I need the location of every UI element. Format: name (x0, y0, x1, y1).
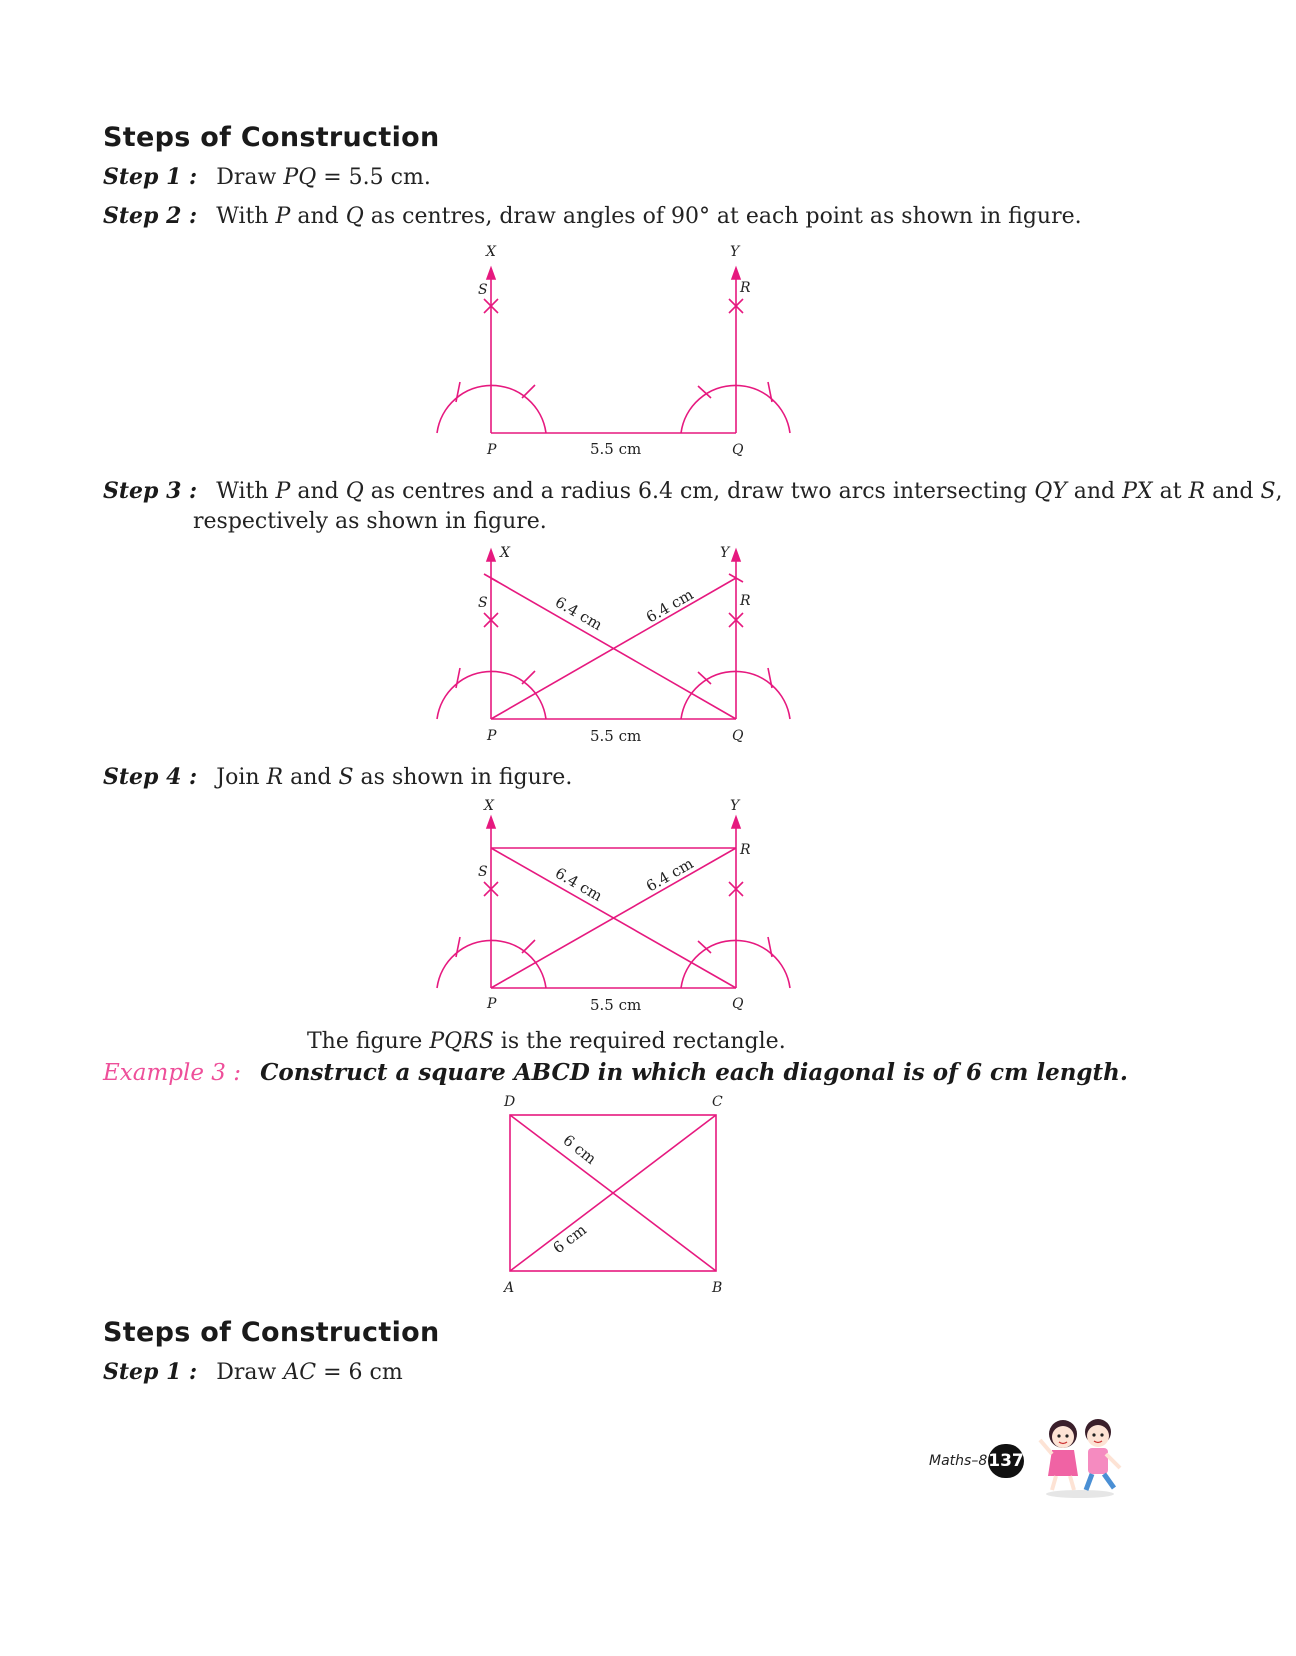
label-diag-2: 6.4 cm (643, 585, 697, 627)
step-label: Step 3 : (103, 478, 198, 504)
conclusion-text: The figure PQRS is the required rectangle. (307, 1029, 786, 1054)
label-s: S (478, 864, 488, 880)
step-label: Step 4 : (103, 764, 198, 790)
step-label: Step 1 : (103, 1359, 198, 1385)
label-s: S (478, 595, 488, 611)
label-diag-1: 6 cm (559, 1130, 600, 1168)
step-text: Draw AC = 6 cm (216, 1360, 403, 1385)
label-p: P (487, 728, 497, 744)
page-number: 137 (988, 1444, 1024, 1478)
label-p: P (487, 442, 497, 458)
label-diag-1: 6.4 cm (552, 863, 606, 906)
label-y: Y (720, 545, 730, 561)
step-text: With P and Q as centres and a radius 6.4 cm, draw two arcs intersecting QY and PX at R and S, (216, 479, 1283, 504)
label-q: Q (732, 442, 744, 458)
footer-brand: Maths–8 (929, 1453, 988, 1469)
label-r: R (740, 280, 751, 296)
step-3-line-2: respectively as shown in figure. (193, 509, 547, 534)
label-r: R (740, 593, 751, 609)
label-a: A (504, 1280, 515, 1296)
example-label: Example 3 : (103, 1060, 241, 1086)
label-diag-1: 6.4 cm (552, 592, 606, 635)
section-heading: Steps of Construction (103, 1317, 440, 1348)
label-r: R (740, 842, 751, 858)
label-base: 5.5 cm (590, 996, 642, 1014)
label-x: X (484, 798, 494, 814)
label-diag-2: 6.4 cm (643, 854, 697, 896)
label-c: C (712, 1094, 723, 1110)
section-heading: Steps of Construction (103, 122, 440, 153)
step-text: Join R and S as shown in figure. (216, 765, 573, 790)
label-base: 5.5 cm (590, 440, 642, 458)
label-diag-2: 6 cm (549, 1220, 590, 1258)
label-q: Q (732, 728, 744, 744)
step-text: Draw PQ = 5.5 cm. (216, 165, 431, 190)
label-s: S (478, 282, 488, 298)
label-base: 5.5 cm (590, 727, 642, 745)
step-1 (103, 1359, 403, 1385)
label-x: X (486, 244, 496, 260)
label-y: Y (730, 244, 740, 260)
step-label: Step 2 : (103, 203, 198, 229)
label-p: P (487, 996, 497, 1012)
label-b: B (712, 1280, 723, 1296)
step-text: With P and Q as centres, draw angles of 90° at each point as shown in figure. (216, 204, 1082, 229)
kids-mascot-icon (1030, 1410, 1130, 1500)
label-x: X (500, 545, 510, 561)
example-text: Construct a square ABCD in which each diagonal is of 6 cm length. (260, 1059, 1128, 1086)
label-d: D (504, 1094, 516, 1110)
step-label: Step 1 : (103, 164, 198, 190)
label-q: Q (732, 996, 744, 1012)
label-y: Y (730, 798, 740, 814)
